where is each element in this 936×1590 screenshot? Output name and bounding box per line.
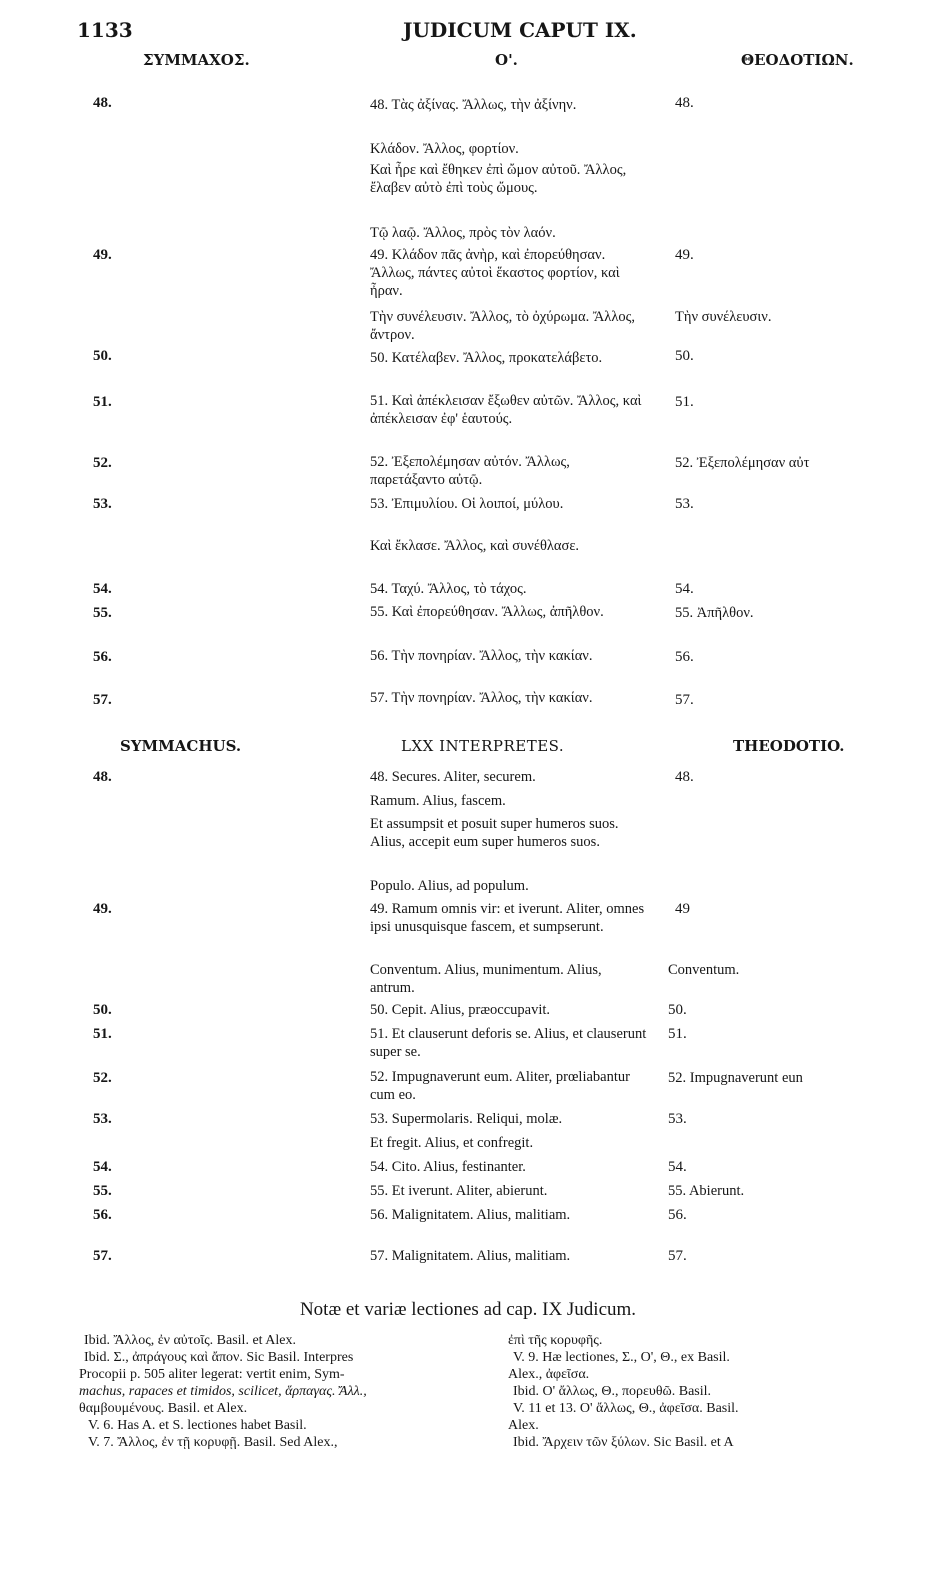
latin-theodotio-entry: 48. — [675, 769, 694, 785]
latin-lxx-reading: 48. Secures. Aliter, securem. — [370, 769, 536, 785]
greek-left-verse-49: 49. — [93, 247, 112, 263]
latin-lxx-reading: 55. Et iverunt. Aliter, abierunt. — [370, 1183, 548, 1199]
latin-left-verse-56: 56. — [93, 1207, 112, 1223]
greek-lxx-reading: 49. Κλάδον πᾶς ἀνὴρ, καὶ ἐπορεύθησαν. Ἄλλως, πάντες αὐτοὶ ἕκαστος φορτίον, καὶ ἦραν. — [370, 247, 620, 299]
latin-lxx-reading: Conventum. Alius, munimentum. Alius, antrum. — [370, 962, 602, 996]
note-line-left: V. 7. Ἄλλος, ἐν τῇ κορυφῇ. Basil. Sed Alex., — [88, 1435, 338, 1450]
greek-theodotion-entry: Τὴν συνέλευσιν. — [675, 309, 772, 325]
latin-lxx-reading: Et fregit. Alius, et confregit. — [370, 1135, 534, 1151]
note-line-right: Ibid. Ἄρχειν τῶν ξύλων. Sic Basil. et A — [513, 1435, 734, 1450]
latin-lxx-reading: 54. Cito. Alius, festinanter. — [370, 1159, 526, 1175]
latin-left-verse-53: 53. — [93, 1111, 112, 1127]
latin-theodotio-entry: 51. — [668, 1026, 687, 1042]
latin-lxx-reading: 53. Supermolaris. Reliqui, molæ. — [370, 1111, 563, 1127]
greek-lxx-reading: 54. Ταχύ. Ἄλλος, τὸ τάχος. — [370, 581, 527, 597]
greek-lxx-reading: Καὶ ἔκλασε. Ἄλλος, καὶ συνέθλασε. — [370, 538, 580, 554]
greek-lxx-reading: 55. Καὶ ἐπορεύθησαν. Ἄλλως, ἀπῆλθον. — [370, 604, 604, 620]
latin-left-verse-55: 55. — [93, 1183, 112, 1199]
greek-theodotion-entry: 54. — [675, 581, 694, 597]
greek-left-verse-57: 57. — [93, 692, 112, 708]
greek-left-verse-56: 56. — [93, 649, 112, 665]
note-line-left: Ibid. Σ., ἀπράγους καὶ ἄπον. Sic Basil. Interpres — [84, 1350, 354, 1365]
greek-theodotion-entry: 51. — [675, 394, 694, 410]
note-line-left: machus, rapaces et timidos, scilicet, ἅρπαγας. Ἄλλ., — [79, 1384, 367, 1399]
note-line-left: V. 6. Has A. et S. lectiones habet Basil. — [88, 1418, 307, 1433]
note-line-left: Procopii p. 505 aliter legerat: vertit enim, Sym- — [79, 1367, 345, 1382]
theodotion-latin-header: THEODOTIO. — [733, 737, 845, 755]
greek-lxx-reading: 57. Τὴν πονηρίαν. Ἄλλος, τὴν κακίαν. — [370, 690, 593, 706]
latin-theodotio-entry: 57. — [668, 1248, 687, 1264]
note-line-right: ἐπὶ τῆς κορυφῆς. — [508, 1333, 603, 1348]
note-line-right: Ibid. Ο' ἄλλως, Θ., πορευθῶ. Basil. — [513, 1384, 712, 1399]
latin-lxx-reading: 51. Et clauserunt deforis se. Alius, et clauserunt super se. — [370, 1026, 647, 1060]
greek-theodotion-entry: 50. — [675, 348, 694, 364]
latin-theodotio-entry: 49 — [675, 901, 690, 917]
greek-left-verse-50: 50. — [93, 348, 112, 364]
greek-lxx-reading: 56. Τὴν πονηρίαν. Ἄλλος, τὴν κακίαν. — [370, 648, 593, 664]
greek-lxx-reading: 52. Ἐξεπολέμησαν αὐτόν. Ἄλλως, παρετάξαντο αὐτῷ. — [370, 454, 570, 488]
latin-left-verse-52: 52. — [93, 1070, 112, 1086]
latin-left-verse-50: 50. — [93, 1002, 112, 1018]
latin-theodotio-entry: 54. — [668, 1159, 687, 1175]
latin-theodotio-entry: Conventum. — [668, 962, 740, 978]
greek-theodotion-entry: 53. — [675, 496, 694, 512]
septuagint-greek-header: Ο'. — [495, 51, 518, 69]
latin-left-verse-51: 51. — [93, 1026, 112, 1042]
latin-lxx-reading: 56. Malignitatem. Alius, malitiam. — [370, 1207, 571, 1223]
latin-theodotio-entry: 52. Impugnaverunt eun — [668, 1070, 803, 1086]
latin-lxx-reading: 50. Cepit. Alius, præoccupavit. — [370, 1002, 551, 1018]
greek-lxx-reading: Τὴν συνέλευσιν. Ἄλλος, τὸ ὀχύρωμα. Ἄλλος, ἄντρον. — [370, 309, 635, 343]
greek-lxx-reading: 53. Ἐπιμυλίου. Οἱ λοιποί, μύλου. — [370, 496, 564, 512]
latin-theodotio-entry: 55. Abierunt. — [668, 1183, 745, 1199]
greek-lxx-reading: 48. Τὰς ἀξίνας. Ἄλλως, τὴν ἀξίνην. — [370, 97, 577, 113]
greek-left-verse-55: 55. — [93, 605, 112, 621]
greek-lxx-reading: 50. Κατέλαβεν. Ἄλλος, προκατελάβετο. — [370, 350, 603, 366]
latin-theodotio-entry: 53. — [668, 1111, 687, 1127]
latin-lxx-reading: Populo. Alius, ad populum. — [370, 878, 529, 894]
symmachus-greek-header: ΣΥΜΜΑΧΟΣ. — [143, 51, 250, 69]
latin-left-verse-49: 49. — [93, 901, 112, 917]
greek-theodotion-entry: 56. — [675, 649, 694, 665]
greek-left-verse-52: 52. — [93, 455, 112, 471]
latin-left-verse-48: 48. — [93, 769, 112, 785]
latin-left-verse-54: 54. — [93, 1159, 112, 1175]
latin-left-verse-57: 57. — [93, 1248, 112, 1264]
greek-theodotion-entry: 57. — [675, 692, 694, 708]
latin-lxx-reading: Ramum. Alius, fascem. — [370, 793, 506, 809]
latin-lxx-reading: Et assumpsit et posuit super humeros suos. Alius, accepit eum super humeros suos. — [370, 816, 619, 850]
symmachus-latin-header: SYMMACHUS. — [120, 737, 242, 755]
greek-theodotion-entry: 49. — [675, 247, 694, 263]
greek-left-verse-48: 48. — [93, 95, 112, 111]
greek-theodotion-entry: 52. Ἐξεπολέμησαν αὐτ — [675, 455, 810, 471]
greek-left-verse-54: 54. — [93, 581, 112, 597]
latin-lxx-reading: 49. Ramum omnis vir: et iverunt. Aliter, omnes ipsi unusquisque fascem, et sumpserunt. — [370, 901, 645, 935]
latin-theodotio-entry: 50. — [668, 1002, 687, 1018]
note-line-right: V. 11 et 13. Ο' ἄλλως, Θ., ἀφεῖσα. Basil. — [513, 1401, 739, 1416]
septuagint-latin-header: LXX INTERPRETES. — [401, 737, 565, 755]
greek-lxx-reading: 51. Καὶ ἀπέκλεισαν ἔξωθεν αὐτῶν. Ἄλλος, καὶ ἀπέκλεισαν ἐφ' ἑαυτούς. — [370, 393, 642, 427]
note-line-left: Ibid. Ἄλλος, ἐν αὐτοῖς. Basil. et Alex. — [84, 1333, 296, 1348]
theodotion-greek-header: ΘΕΟΔΟΤΙΩΝ. — [741, 51, 854, 69]
note-line-right: Alex. — [508, 1418, 539, 1433]
page-number: 1133 — [77, 18, 133, 42]
page-title: JUDICUM CAPUT IX. — [403, 18, 637, 42]
note-line-left: θαμβουμένους. Basil. et Alex. — [79, 1401, 248, 1416]
latin-theodotio-entry: 56. — [668, 1207, 687, 1223]
greek-left-verse-51: 51. — [93, 394, 112, 410]
greek-lxx-reading: Τῷ λαῷ. Ἄλλος, πρὸς τὸν λαόν. — [370, 225, 556, 241]
latin-lxx-reading: 52. Impugnaverunt eum. Aliter, prœliabantur cum eo. — [370, 1069, 630, 1103]
note-line-right: Alex., ἀφεῖσα. — [508, 1367, 590, 1382]
greek-theodotion-entry: 48. — [675, 95, 694, 111]
greek-left-verse-53: 53. — [93, 496, 112, 512]
note-line-right: V. 9. Hæ lectiones, Σ., Ο', Θ., ex Basil. — [513, 1350, 730, 1365]
latin-lxx-reading: 57. Malignitatem. Alius, malitiam. — [370, 1248, 571, 1264]
greek-lxx-reading: Καὶ ἦρε καὶ ἔθηκεν ἐπὶ ὤμον αὐτοῦ. Ἄλλος, ἔλαβεν αὐτὸ ἐπὶ τοὺς ὤμους. — [370, 162, 627, 196]
greek-theodotion-entry: 55. Ἀπῆλθον. — [675, 605, 754, 621]
notes-heading: Notæ et variæ lectiones ad cap. IX Judicum. — [299, 1299, 637, 1320]
greek-lxx-reading: Κλάδον. Ἄλλος, φορτίον. — [370, 141, 519, 157]
